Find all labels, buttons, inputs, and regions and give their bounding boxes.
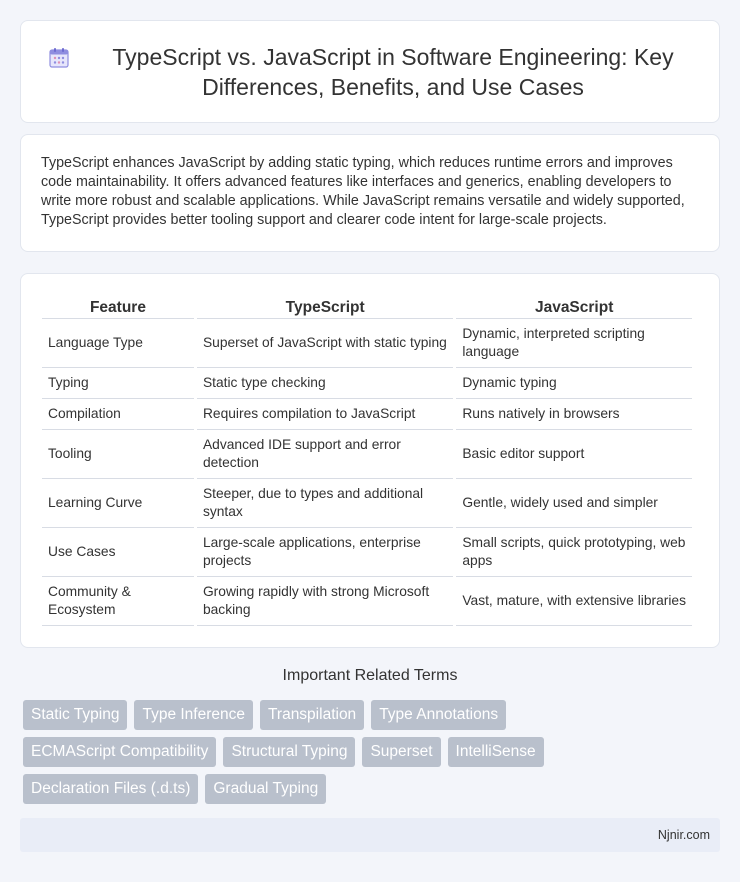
javascript-cell: Basic editor support [456,430,692,479]
footer [20,818,720,852]
intro-card [20,134,720,252]
table-row [42,319,692,368]
feature-cell: Compilation [42,399,194,430]
tag-intellisense[interactable]: IntelliSense [448,737,544,767]
tag-row [23,737,723,767]
tag-ecmascript-compatibility[interactable]: ECMAScript Compatibility [23,737,216,767]
related-terms-tags [23,700,723,811]
feature-cell: Community & Ecosystem [42,577,194,626]
table-row [42,479,692,528]
tag-row [23,774,723,804]
tag-row [23,700,723,730]
title-wrap [47,42,693,102]
tag-type-annotations[interactable]: Type Annotations [371,700,506,730]
javascript-cell: Dynamic typing [456,368,692,399]
table-row [42,577,692,626]
footer-site[interactable]: Njnir.com [657,828,710,842]
tag-transpilation[interactable]: Transpilation [260,700,364,730]
javascript-cell: Small scripts, quick prototyping, web apps [456,528,692,577]
table-row [42,368,692,399]
table-header-row [42,294,692,319]
table-row [42,430,692,479]
typescript-cell: Static type checking [197,368,453,399]
typescript-cell: Steeper, due to types and additional syntax [197,479,453,528]
typescript-cell: Growing rapidly with strong Microsoft backing [197,577,453,626]
tag-static-typing[interactable]: Static Typing [23,700,127,730]
feature-cell: Tooling [42,430,194,479]
intro-text: TypeScript enhances JavaScript by adding static typing, which reduces runtime errors and improves code maintainability. It offers advanced features like interfaces and generics, enabling developers to write more robust and scalable applications. While JavaScript remains versatile and widely supported, TypeScript provides better tooling support and clearer code intent for large-scale projects. [41,155,685,228]
header-feature: Feature [42,294,194,319]
feature-cell: Typing [42,368,194,399]
tag-gradual-typing[interactable]: Gradual Typing [205,774,326,804]
table-row [42,399,692,430]
typescript-cell: Requires compilation to JavaScript [197,399,453,430]
typescript-cell: Superset of JavaScript with static typing [197,319,453,368]
javascript-cell: Runs natively in browsers [456,399,692,430]
javascript-cell: Dynamic, interpreted scripting language [456,319,692,368]
tag-declaration-files[interactable]: Declaration Files (.d.ts) [23,774,198,804]
tag-type-inference[interactable]: Type Inference [134,700,253,730]
title-card [20,20,720,123]
header-javascript: JavaScript [456,294,692,319]
header-typescript: TypeScript [197,294,453,319]
javascript-cell: Gentle, widely used and simpler [456,479,692,528]
typescript-cell: Advanced IDE support and error detection [197,430,453,479]
comparison-table-card [20,273,720,648]
feature-cell: Use Cases [42,528,194,577]
table-row [42,528,692,577]
typescript-cell: Large-scale applications, enterprise projects [197,528,453,577]
comparison-table [39,294,695,626]
calendar-icon [47,46,71,70]
javascript-cell: Vast, mature, with extensive libraries [456,577,692,626]
page-title: TypeScript vs. JavaScript in Software Engineering: Key Differences, Benefits, and Use Cases [112,43,674,100]
feature-cell: Language Type [42,319,194,368]
tag-superset[interactable]: Superset [362,737,440,767]
feature-cell: Learning Curve [42,479,194,528]
tag-structural-typing[interactable]: Structural Typing [223,737,355,767]
related-terms-heading: Important Related Terms [282,667,458,684]
